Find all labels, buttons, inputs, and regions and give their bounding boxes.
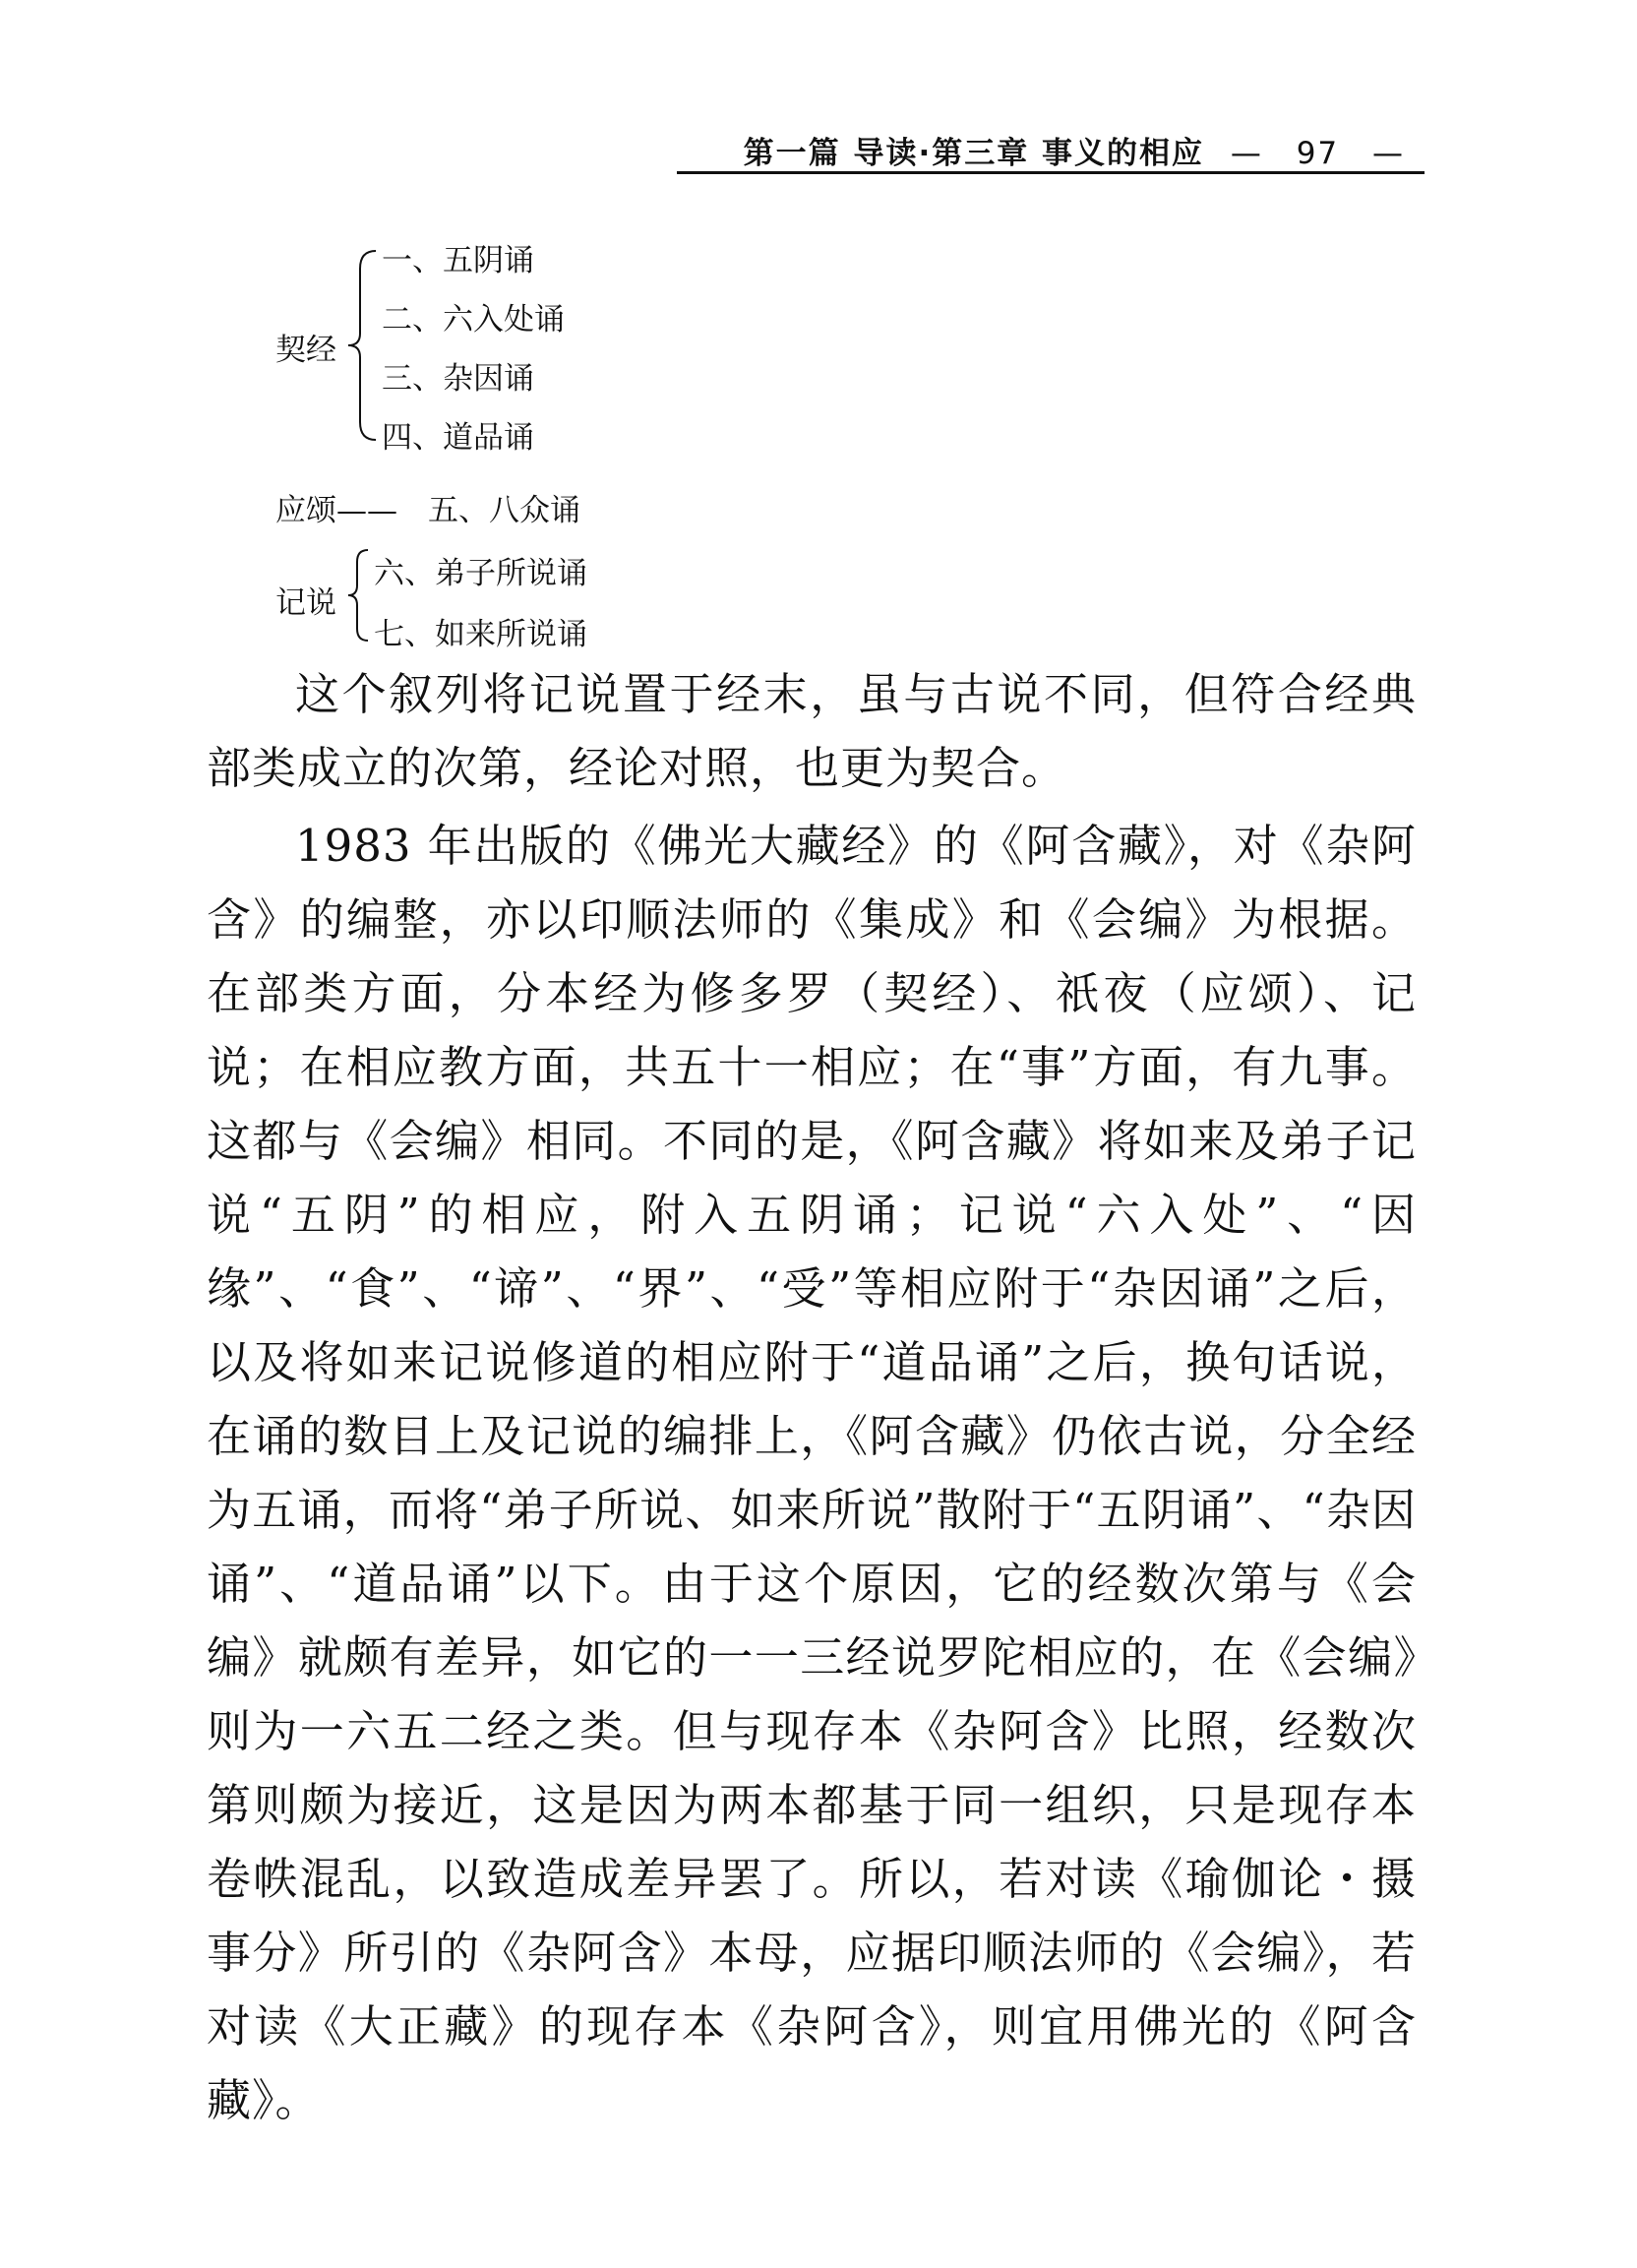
paragraph: 这个叙列将记说置于经末，虽与古说不同，但符合经典部类成立的次第，经论对照，也更为契合。 [207, 668, 1417, 794]
header-title: 第一篇 导读·第三章 事义的相应 [743, 136, 1205, 171]
running-header [677, 128, 1425, 174]
outline-label-jishuo: 记说 [275, 585, 336, 621]
paragraph: 1983 年出版的《佛光大藏经》的《阿含藏》，对《杂阿含》的编整，亦以印顺法师的《集成》和《会编》为根据。在部类方面，分本经为修多罗（契经）、祇夜（应颂）、记说；在相应教方面，共五十一相应；在“事”方面，有九事。这都与《会编》相同。不同的是，《阿含藏》将如来及弟子记说“五阴”的相应，附入五阴诵；记说“六入处”、“因缘”、“食”、“谛”、“界”、“受”等相应附于“杂因诵”之后，以及将如来记说修道的相应附于“道品诵”之后，换句话说，在诵的数目上及记说的编排上，《阿含藏》仍依古说，分全经为五诵，而将“弟子所说、如来所说”散附于“五阴诵”、“杂因诵”、“道品诵”以下。由于这个原因，它的经数次第与《会编》就颇有差异，如它的一一三经说罗陀相应的，在《会编》则为一六五二经之类。但与现存本《杂阿含》比照，经数次第则颇为接近，这是因为两本都基于同一组织，只是现存本卷帙混乱，以致造成差异罢了。所以，若对读《瑜伽论・摄事分》所引的《杂阿含》本母，应据印顺法师的《会编》，若对读《大正藏》的现存本《杂阿含》，则宜用佛光的《阿含藏》。 [207, 820, 1417, 2126]
outline-label-qijing: 契经 [275, 333, 336, 368]
outline-item: 五、八众诵 [428, 493, 580, 528]
brace-jishuo-icon [346, 548, 372, 643]
page-dash-left: — [1230, 136, 1263, 171]
header-text [744, 128, 1405, 172]
outline-item: 二、六入处诵 [382, 302, 565, 337]
outline-item: 七、如来所说诵 [374, 617, 587, 652]
outline-item: 六、弟子所说诵 [374, 556, 587, 591]
page-number: 97 [1296, 136, 1340, 171]
outline-item: 一、五阴诵 [382, 243, 534, 278]
outline-label-yingsong: 应颂—— [275, 493, 397, 528]
brace-qijing-icon [346, 249, 380, 442]
outline-item: 三、杂因诵 [382, 361, 534, 397]
page-number-group [1231, 136, 1405, 171]
body-text [207, 657, 1417, 2141]
page-dash-right: — [1372, 136, 1405, 171]
outline-item: 四、道品诵 [382, 420, 534, 456]
